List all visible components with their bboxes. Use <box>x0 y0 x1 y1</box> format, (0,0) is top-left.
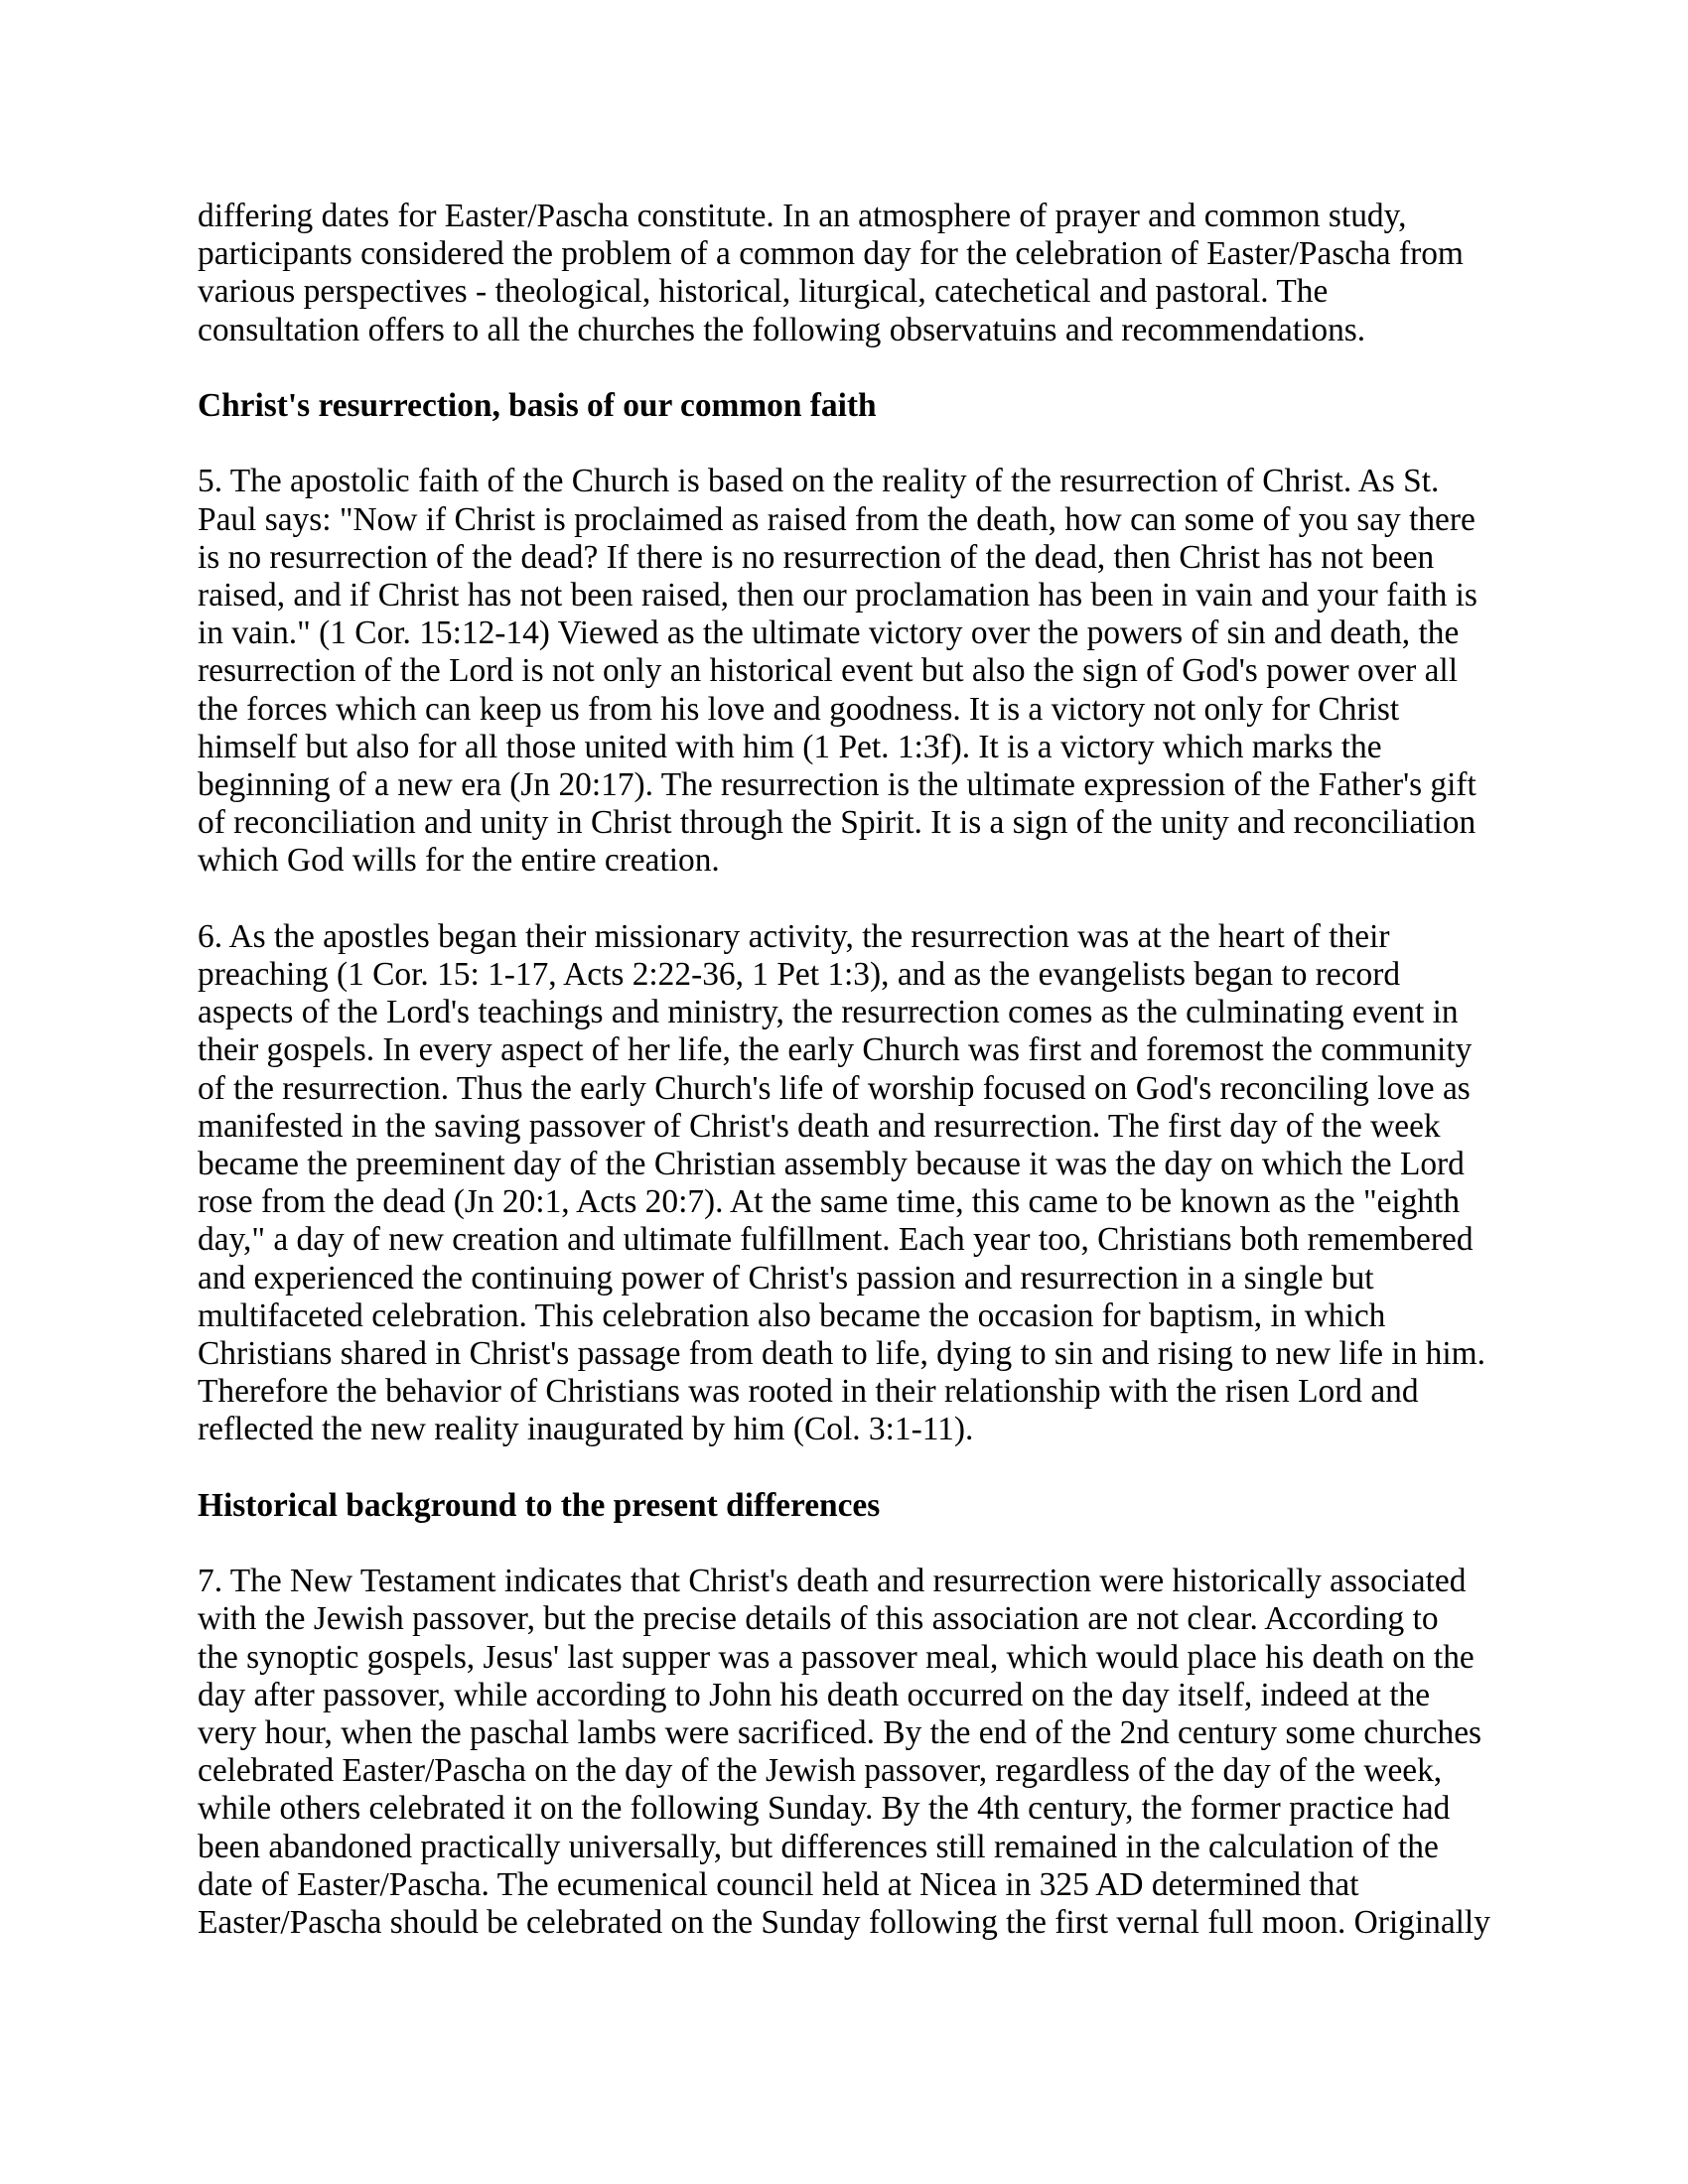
text-line: beginning of a new era (Jn 20:17). The resurrection is the ultimate expression of the Father's gift <box>198 766 1477 804</box>
text-line: 6. As the apostles began their missionary activity, the resurrection was at the heart of their <box>198 917 1390 955</box>
text-line: of reconciliation and unity in Christ through the Spirit. It is a sign of the unity and reconciliation <box>198 804 1477 842</box>
text-line: differing dates for Easter/Pascha constitute. In an atmosphere of prayer and common study, <box>198 198 1407 234</box>
text-line: multifaceted celebration. This celebration also became the occasion for baptism, in which <box>198 1297 1386 1334</box>
paragraph <box>198 918 1498 1449</box>
text-line: and experienced the continuing power of Christ's passion and resurrection in a single but <box>198 1259 1374 1297</box>
text-line: Paul says: "Now if Christ is proclaimed as raised from the death, how can some of you say there <box>198 500 1476 538</box>
text-line: became the preeminent day of the Christian assembly because it was the day on which the Lord <box>198 1146 1465 1183</box>
text-line: day," a day of new creation and ultimate fulfillment. Each year too, Christians both remembered <box>198 1221 1474 1259</box>
text-line: celebrated Easter/Pascha on the day of the Jewish passover, regardless of the day of the week, <box>198 1752 1443 1790</box>
text-line: Easter/Pascha should be celebrated on the Sunday following the first vernal full moon. Originally <box>198 1904 1490 1942</box>
text-line: preaching (1 Cor. 15: 1-17, Acts 2:22-36, 1 Pet 1:3), and as the evangelists began to record <box>198 956 1401 994</box>
text-line: 5. The apostolic faith of the Church is based on the reality of the resurrection of Christ. As St. <box>198 463 1440 500</box>
paragraph <box>198 1563 1498 1942</box>
paragraph <box>198 463 1498 880</box>
text-line: aspects of the Lord's teachings and ministry, the resurrection comes as the culminating event in <box>198 994 1459 1031</box>
text-line: while others celebrated it on the following Sunday. By the 4th century, the former practice had <box>198 1790 1451 1828</box>
document-page <box>198 198 1498 1979</box>
text-line: date of Easter/Pascha. The ecumenical council held at Nicea in 325 AD determined that <box>198 1865 1359 1903</box>
text-line: their gospels. In every aspect of her life, the early Church was first and foremost the community <box>198 1031 1473 1069</box>
text-line: raised, and if Christ has not been raised, then our proclamation has been in vain and your faith is <box>198 577 1477 614</box>
text-line: of the resurrection. Thus the early Church's life of worship focused on God's reconciling love as <box>198 1069 1471 1107</box>
text-line: in vain." (1 Cor. 15:12-14) Viewed as the ultimate victory over the powers of sin and death, the <box>198 614 1460 652</box>
text-line: been abandoned practically universally, but differences still remained in the calculation of the <box>198 1828 1439 1865</box>
text-line: the synoptic gospels, Jesus' last supper was a passover meal, which would place his death on the <box>198 1638 1475 1676</box>
text-line: various perspectives - theological, historical, liturgical, catechetical and pastoral. The <box>198 273 1329 311</box>
text-line: Christians shared in Christ's passage from death to life, dying to sin and rising to new life in him. <box>198 1335 1485 1373</box>
text-line: day after passover, while according to John his death occurred on the day itself, indeed at the <box>198 1676 1431 1713</box>
paragraph <box>198 198 1498 349</box>
text-line: very hour, when the paschal lambs were sacrificed. By the end of the 2nd century some churches <box>198 1714 1482 1752</box>
text-line: reflected the new reality inaugurated by him (Col. 3:1-11). <box>198 1411 974 1448</box>
text-line: manifested in the saving passover of Christ's death and resurrection. The first day of the week <box>198 1107 1441 1145</box>
text-line: himself but also for all those united with him (1 Pet. 1:3f). It is a victory which marks the <box>198 728 1382 765</box>
heading-text: Christ's resurrection, basis of our common faith <box>198 387 877 424</box>
text-line: Therefore the behavior of Christians was rooted in their relationship with the risen Lord and <box>198 1373 1419 1411</box>
section-heading <box>198 1487 1498 1525</box>
text-line: with the Jewish passover, but the precise details of this association are not clear. According to <box>198 1600 1439 1638</box>
text-line: is no resurrection of the dead? If there is no resurrection of the dead, then Christ has not been <box>198 538 1435 576</box>
text-line: 7. The New Testament indicates that Christ's death and resurrection were historically associated <box>198 1563 1467 1600</box>
text-line: which God wills for the entire creation. <box>198 842 720 880</box>
text-line: the forces which can keep us from his love and goodness. It is a victory not only for Christ <box>198 690 1400 728</box>
text-line: resurrection of the Lord is not only an historical event but also the sign of God's power over all <box>198 652 1458 690</box>
text-line: participants considered the problem of a common day for the celebration of Easter/Pascha from <box>198 235 1464 273</box>
section-heading <box>198 387 1498 425</box>
heading-text: Historical background to the present differences <box>198 1486 881 1524</box>
text-line: consultation offers to all the churches the following observatuins and recommendations. <box>198 311 1366 348</box>
text-line: rose from the dead (Jn 20:1, Acts 20:7). At the same time, this came to be known as the "eighth <box>198 1183 1461 1221</box>
